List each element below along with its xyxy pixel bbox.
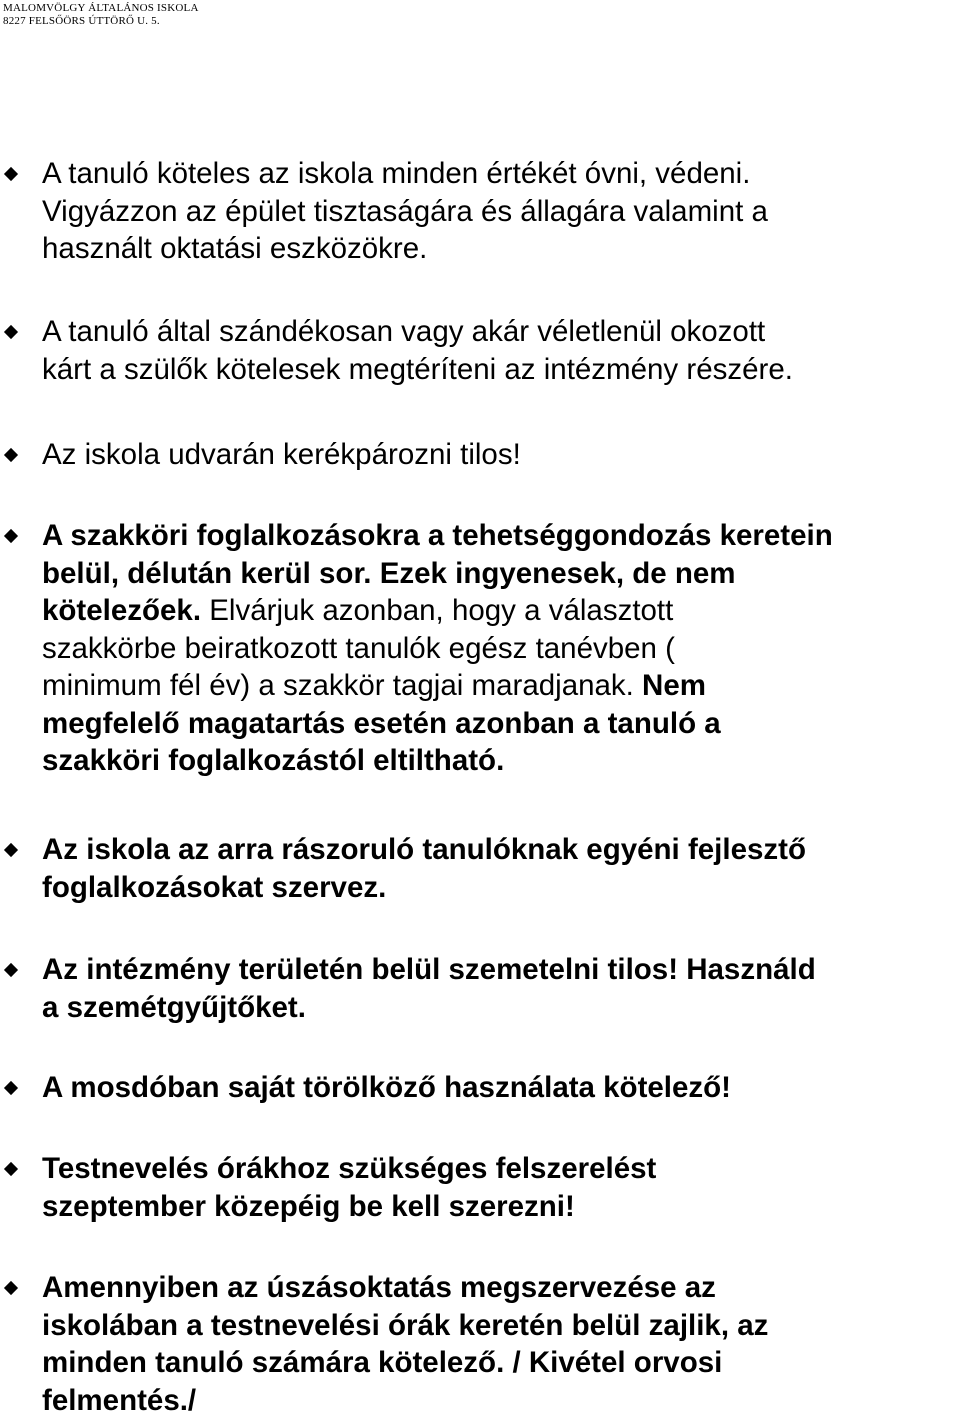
rule-text: A tanuló által szándékosan vagy akár véletlenül okozott kárt a szülők kötelesek megtéríteni az intézmény részére. <box>42 315 793 386</box>
bullet-icon <box>4 1281 18 1295</box>
rule-text-normal-part: Elvárjuk azonban, hogy a választott szakkörbe beiratkozott tanulók egész tanévben ( minimum fél év) a szakkör tagjai maradjanak. <box>42 594 675 702</box>
bullet-icon <box>4 1162 18 1176</box>
bullet-icon <box>4 448 18 462</box>
rule-text <box>42 517 947 780</box>
school-address: 8227 FELSŐÖRS ÚTTÖRŐ U. 5. <box>3 15 160 27</box>
bullet-icon <box>4 167 18 181</box>
bullet-icon <box>4 529 18 543</box>
rule-text: A mosdóban saját törölköző használata kötelező! <box>42 1071 732 1104</box>
school-name: MALOMVÖLGY ÁLTALÁNOS ISKOLA <box>3 2 199 14</box>
rule-text-bold-part: A szakköri foglalkozásokra a tehetséggondozás keretein belül, délután kerül sor. Ezek ingyenesek, de nem kötelezőek. <box>42 519 833 627</box>
rule-text: Az intézmény területén belül szemetelni tilos! Használd a szemétgyűjtőket. <box>42 953 816 1024</box>
rule-text: Az iskola udvarán kerékpározni tilos! <box>42 438 521 471</box>
rule-text: Amennyiben az úszásoktatás megszervezése az iskolában a testnevelési órák keretén belül zajlik, az minden tanuló számára kötelező. / Kivétel orvosi felmentés./ <box>42 1271 769 1417</box>
document-header <box>3 2 199 28</box>
rule-text-bold-part-2: Nem megfelelő magatartás esetén azonban a tanuló a szakköri foglalkozástól eltiltható. <box>42 669 721 777</box>
bullet-icon <box>4 843 18 857</box>
rule-text: A tanuló köteles az iskola minden értékét óvni, védeni. Vigyázzon az épület tisztaságára és állagára valamint a használt oktatási eszközökre. <box>42 157 768 265</box>
bullet-icon <box>4 325 18 339</box>
rule-text: Testnevelés órákhoz szükséges felszerelést szeptember közepéig be kell szerezni! <box>42 1152 657 1223</box>
bullet-icon <box>4 1081 18 1095</box>
rule-text: Az iskola az arra rászoruló tanulóknak egyéni fejlesztő foglalkozásokat szervez. <box>42 833 806 904</box>
bullet-icon <box>4 963 18 977</box>
